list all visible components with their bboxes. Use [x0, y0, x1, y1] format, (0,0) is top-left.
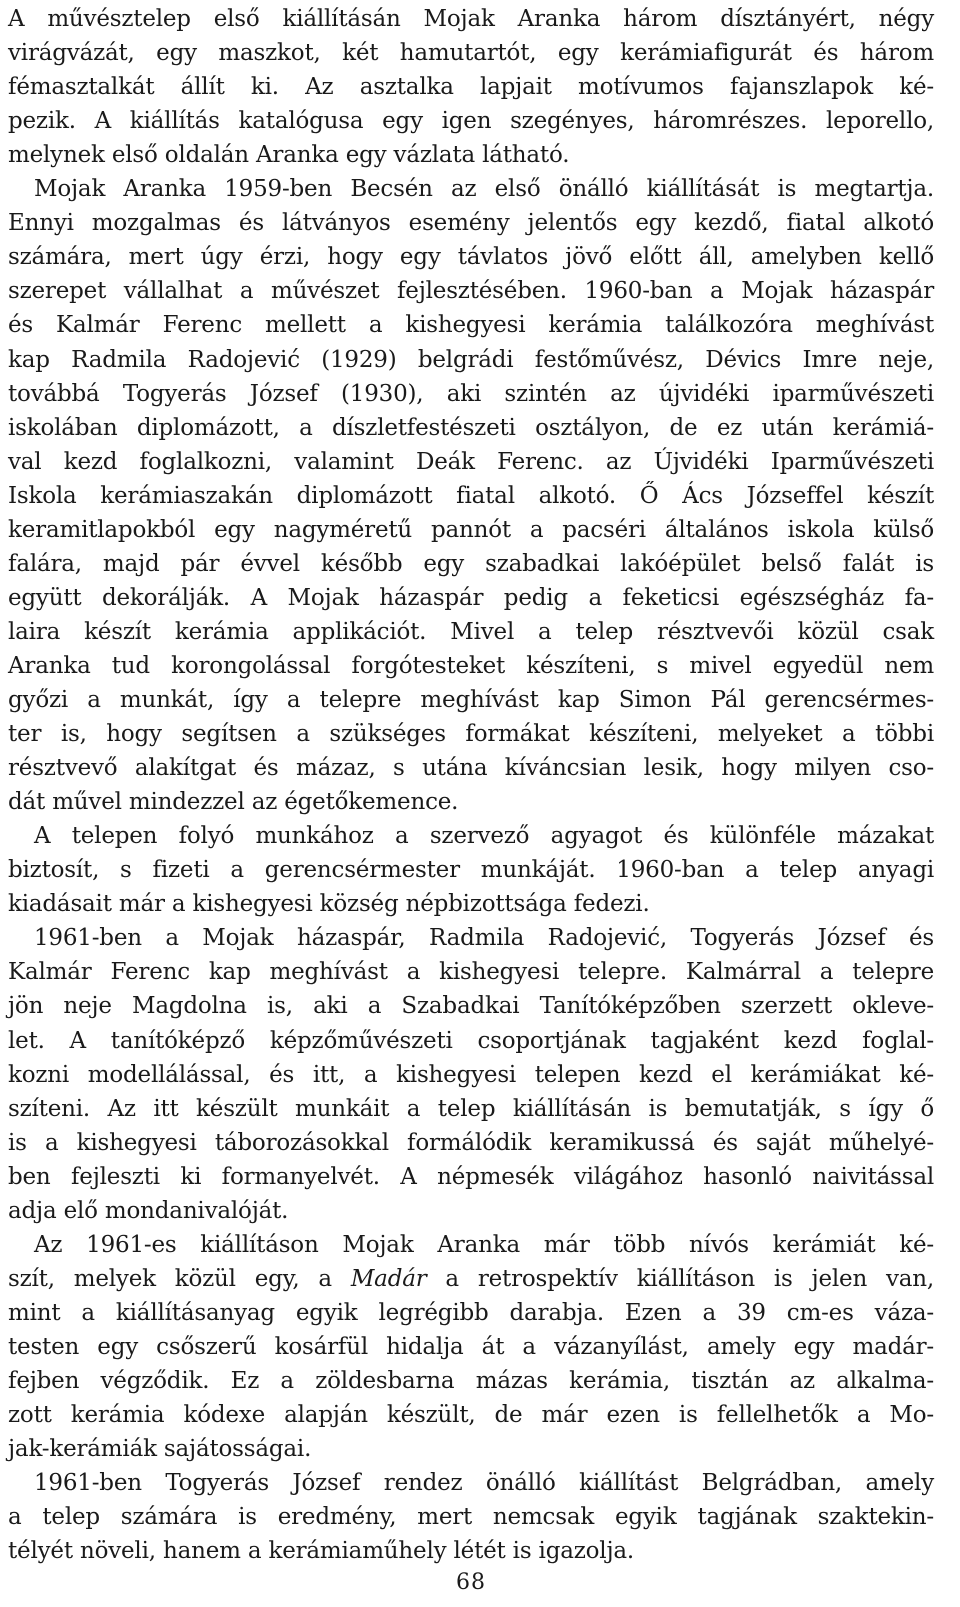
- page-number: 68: [456, 1570, 486, 1595]
- text-line: szít, melyek közül egy, a Madár a retrospektív kiállításon is jelen van,: [8, 1265, 935, 1292]
- text-line: 1961-ben Togyerás József rendez önálló kiállítást Belgrádban, amely: [34, 1470, 934, 1497]
- text-line: iskolában diplomázott, a díszletfestészeti osztályon, de ez után kerámiá-: [8, 414, 934, 441]
- text-line: is a kishegyesi táborozásokkal formálódik keramikussá és saját műhelyé-: [8, 1129, 934, 1156]
- text-line: zott kerámia kódexe alapján készült, de már ezen is fellelhetők a Mo-: [8, 1402, 934, 1429]
- text-line: együtt dekorálják. A Mojak házaspár pedig a feketicsi egészségház fa-: [8, 584, 934, 611]
- text-line: kozni modellálással, és itt, a kishegyesi telepen kezd el kerámiákat ké-: [8, 1061, 934, 1088]
- text-line: kap Radmila Radojević (1929) belgrádi festőművész, Dévics Imre neje,: [8, 346, 934, 373]
- text-line: Iskola kerámiaszakán diplomázott fiatal alkotó. Ő Ács Józseffel készít: [8, 482, 934, 509]
- text-line: jön neje Magdolna is, aki a Szabadkai Tanítóképzőben szerzett okleve-: [8, 993, 934, 1020]
- text-line: Kalmár Ferenc kap meghívást a kishegyesi telepre. Kalmárral a telepre: [8, 959, 934, 986]
- text-line: dát művel mindezzel az égetőkemence.: [8, 789, 459, 816]
- text-line: győzi a munkát, így a telepre meghívást kap Simon Pál gerencsérmes-: [8, 687, 934, 713]
- text-line: biztosít, s fizeti a gerencsérmester munkáját. 1960-ban a telep anyagi: [8, 857, 934, 884]
- italic-title: Madár: [350, 1265, 427, 1292]
- text-line: laira készít kerámia applikációt. Mivel a telep résztvevői közül csak: [8, 618, 934, 645]
- text-line: Ennyi mozgalmas és látványos esemény jelentős egy kezdő, fiatal alkotó: [8, 210, 934, 237]
- text-line: val kezd foglalkozni, valamint Deák Ferenc. az Újvidéki Iparművészeti: [8, 448, 934, 475]
- text-line: jak-kerámiák sajátosságai.: [8, 1436, 312, 1463]
- text-line: kiadásait már a kishegyesi község népbizottsága fedezi.: [8, 891, 650, 918]
- text-line: számára, mert úgy érzi, hogy egy távlatos jövő előtt áll, amelyben kellő: [8, 244, 934, 271]
- text-line: a telep számára is eredmény, mert nemcsak egyik tagjának szaktekin-: [8, 1504, 934, 1531]
- text-line: 1961-ben a Mojak házaspár, Radmila Radojević, Togyerás József és: [34, 925, 934, 952]
- text-line: fémasztalkát állít ki. Az asztalka lapjait motívumos fajanszlapok ké-: [8, 74, 934, 101]
- text-line: mint a kiállításanyag egyik legrégibb darabja. Ezen a 39 cm-es váza-: [8, 1299, 934, 1326]
- text-line: A művésztelep első kiállításán Mojak Aranka három dísztányért, négy: [8, 6, 934, 32]
- text-line: szerepet vállalhat a művészet fejlesztésében. 1960-ban a Mojak házaspár: [8, 278, 934, 305]
- text-line: és Kalmár Ferenc mellett a kishegyesi kerámia találkozóra meghívást: [8, 312, 934, 339]
- text-line: Az 1961-es kiállításon Mojak Aranka már több nívós kerámiát ké-: [34, 1231, 934, 1258]
- text-line: A telepen folyó munkához a szervező agyagot és különféle mázakat: [34, 823, 934, 850]
- text-line: télyét növeli, hanem a kerámiaműhely létét is igazolja.: [8, 1538, 635, 1565]
- text-line: fejben végződik. Ez a zöldesbarna mázas kerámia, tisztán az alkalma-: [8, 1368, 934, 1394]
- text-line: falára, majd pár évvel később egy szabadkai lakóépület belső falát is: [8, 550, 934, 577]
- text-line: ter is, hogy segítsen a szükséges formákat készíteni, melyeket a többi: [8, 721, 934, 748]
- text-line: Mojak Aranka 1959-ben Becsén az első önálló kiállítását is megtartja.: [34, 176, 934, 203]
- text-line: résztvevő alakítgat és mázaz, s utána kíváncsian lesik, hogy milyen cso-: [8, 755, 934, 782]
- text-line: ben fejleszti ki formanyelvét. A népmesék világához hasonló naivitással: [8, 1163, 934, 1190]
- text-line: szíteni. Az itt készült munkáit a telep kiállításán is bemutatják, s így ő: [8, 1095, 934, 1122]
- text-line: Aranka tud korongolással forgótesteket készíteni, s mivel egyedül nem: [8, 652, 934, 679]
- text-line: továbbá Togyerás József (1930), aki szintén az újvidéki iparművészeti: [8, 380, 934, 407]
- text-line: pezik. A kiállítás katalógusa egy igen szegényes, háromrészes. leporello,: [8, 108, 934, 135]
- text-line: keramitlapokból egy nagyméretű pannót a pacséri általános iskola külső: [8, 516, 934, 543]
- text-line: melynek első oldalán Aranka egy vázlata látható.: [8, 142, 570, 169]
- text-line: let. A tanítóképző képzőművészeti csoportjának tagjaként kezd foglal-: [8, 1027, 934, 1054]
- text-line: testen egy csőszerű kosárfül hidalja át a vázanyílást, amely egy madár-: [8, 1333, 934, 1360]
- text-line: adja elő mondanivalóját.: [8, 1197, 289, 1224]
- text-line: virágvázát, egy maszkot, két hamutartót, egy kerámiafigurát és három: [8, 40, 934, 67]
